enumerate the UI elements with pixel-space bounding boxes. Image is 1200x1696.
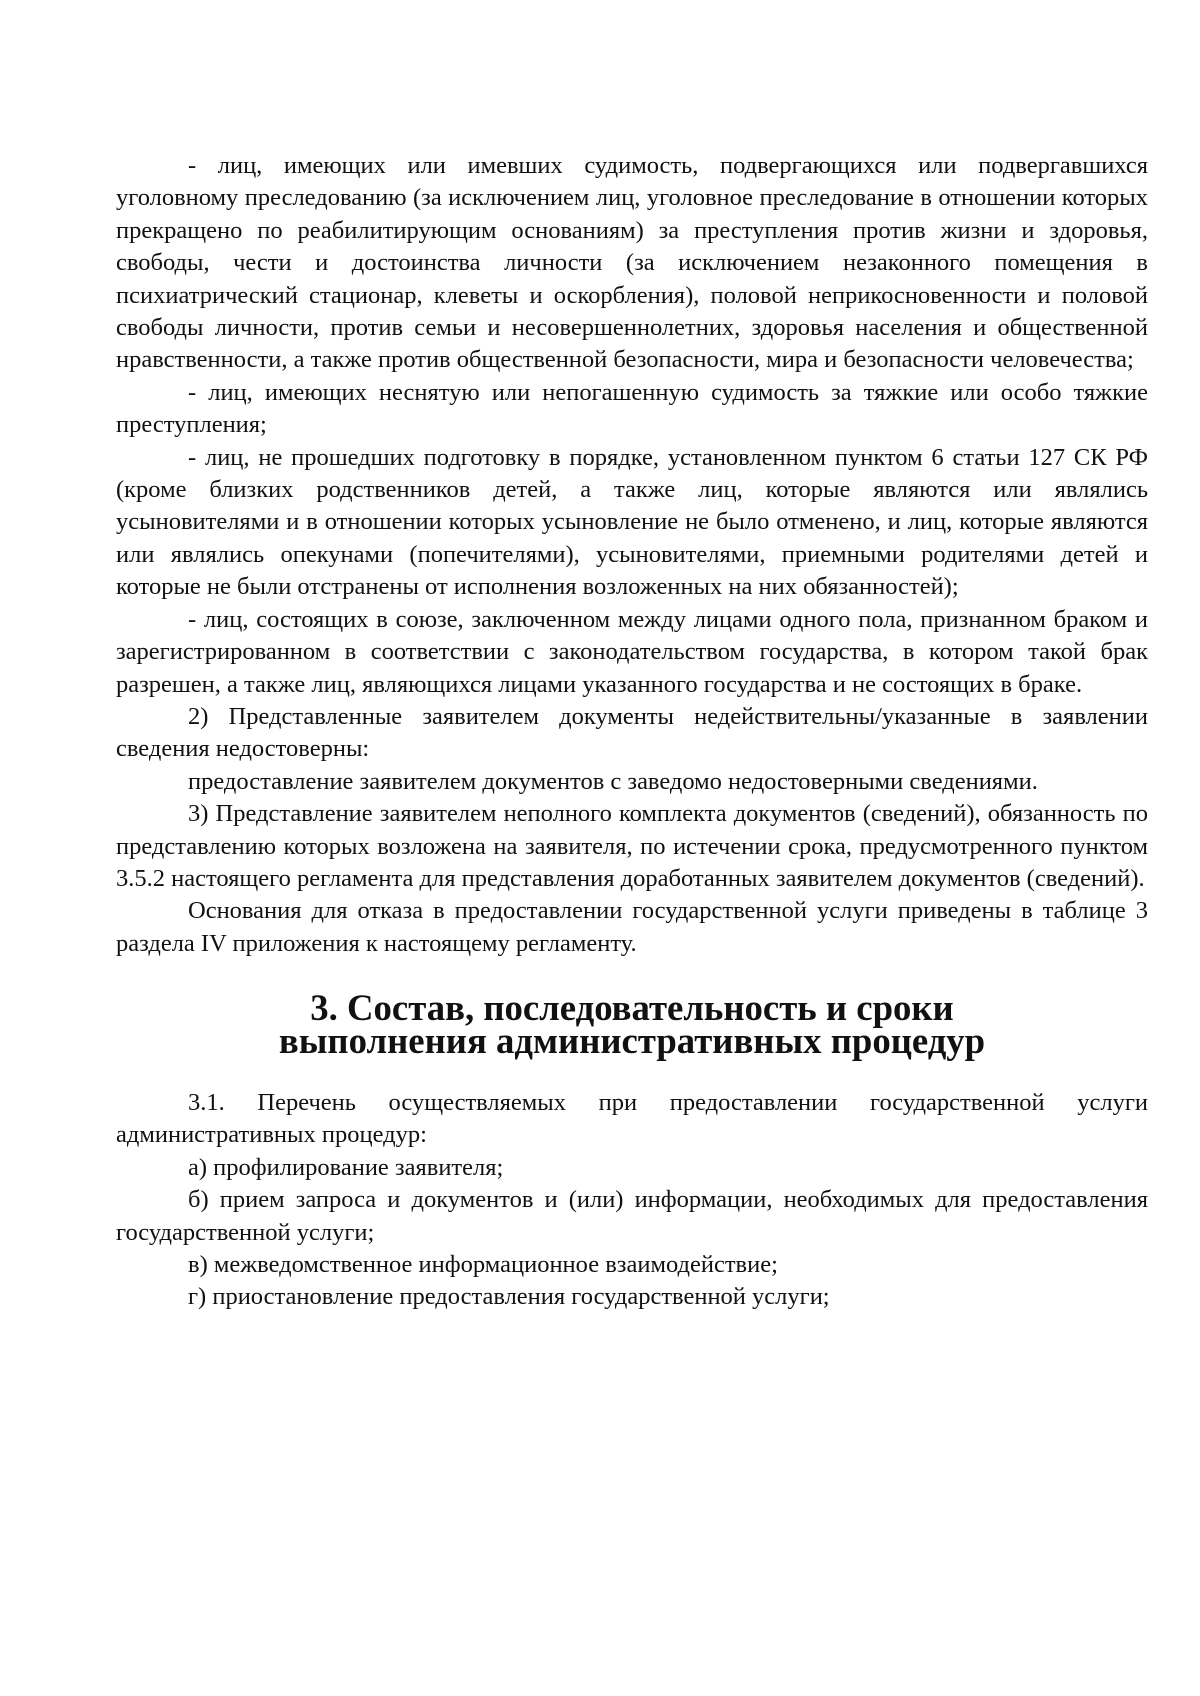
list-item-g: г) приостановление предоставления государственной услуги; (188, 1283, 830, 1311)
list-item-a: а) профилирование заявителя; (188, 1153, 504, 1181)
paragraph-false-information: предоставление заявителем документов с заведомо недостоверными сведениями. (188, 767, 1038, 795)
paragraph-procedures-list-intro: 3.1. Перечень осуществляемых при предоставлении государственной услуги административных процедур: (116, 1088, 1148, 1149)
paragraph-no-training: - лиц, не прошедших подготовку в порядке, установленном пунктом 6 статьи 127 СК РФ (кроме близких родственников детей, а также лиц, которые являются или являлись усыновителями и в отношении которых усыновление не было отменено, и лиц, которые являются или являлись опекунами (попечителями), усыновителями, приемными родителями детей и которые не были отстранены от исполнения возложенных на них обязанностей); (116, 443, 1148, 601)
list-item-v: в) межведомственное информационное взаимодействие; (188, 1251, 778, 1278)
paragraph-invalid-documents: 2) Представленные заявителем документы недействительны/указанные в заявлении сведения недостоверны: (116, 702, 1148, 763)
paragraph-same-sex-union: - лиц, состоящих в союзе, заключенном между лицами одного пола, признанном браком и зарегистрированном в соответствии с законодательством государства, в котором такой брак разрешен, а также лиц, являющихся лицами указанного государства и не состоящих в браке. (116, 605, 1148, 698)
list-item-b: б) прием запроса и документов и (или) информации, необходимых для предоставления государственной услуги; (116, 1186, 1148, 1246)
document-page (116, 150, 1148, 1314)
paragraph-unexpunged-conviction: - лиц, имеющих неснятую или непогашенную судимость за тяжкие или особо тяжкие преступления; (116, 378, 1148, 439)
paragraph-refusal-grounds: Основания для отказа в предоставлении государственной услуги приведены в таблице 3 раздела IV приложения к настоящему регламенту. (116, 897, 1148, 957)
paragraph-incomplete-documents: 3) Представление заявителем неполного комплекта документов (сведений), обязанность по представлению которых возложена на заявителя, по истечении срока, предусмотренного пунктом 3.5.2 настоящего регламента для представления доработанных заявителем документов (сведений). (116, 800, 1148, 892)
section-heading-line-2: выполнения административных процедур (278, 1019, 986, 1061)
section-heading (116, 987, 1148, 1061)
paragraph-criminal-record: - лиц, имеющих или имевших судимость, подвергающихся или подвергавшихся уголовному преследованию (за исключением лиц, уголовное преследование в отношении которых прекращено по реабилитирующим основаниям) за преступления против жизни и здоровья, свободы, чести и достоинства личности (за исключением незаконного помещения в психиатрический стационар, клеветы и оскорбления), половой неприкосновенности и половой свободы личности, против семьи и несовершеннолетних, здоровья населения и общественной нравственности, а также против общественной безопасности, мира и безопасности человечества; (116, 152, 1148, 374)
section-heading-line-1: 3. Состав, последовательность и сроки (310, 987, 954, 1029)
